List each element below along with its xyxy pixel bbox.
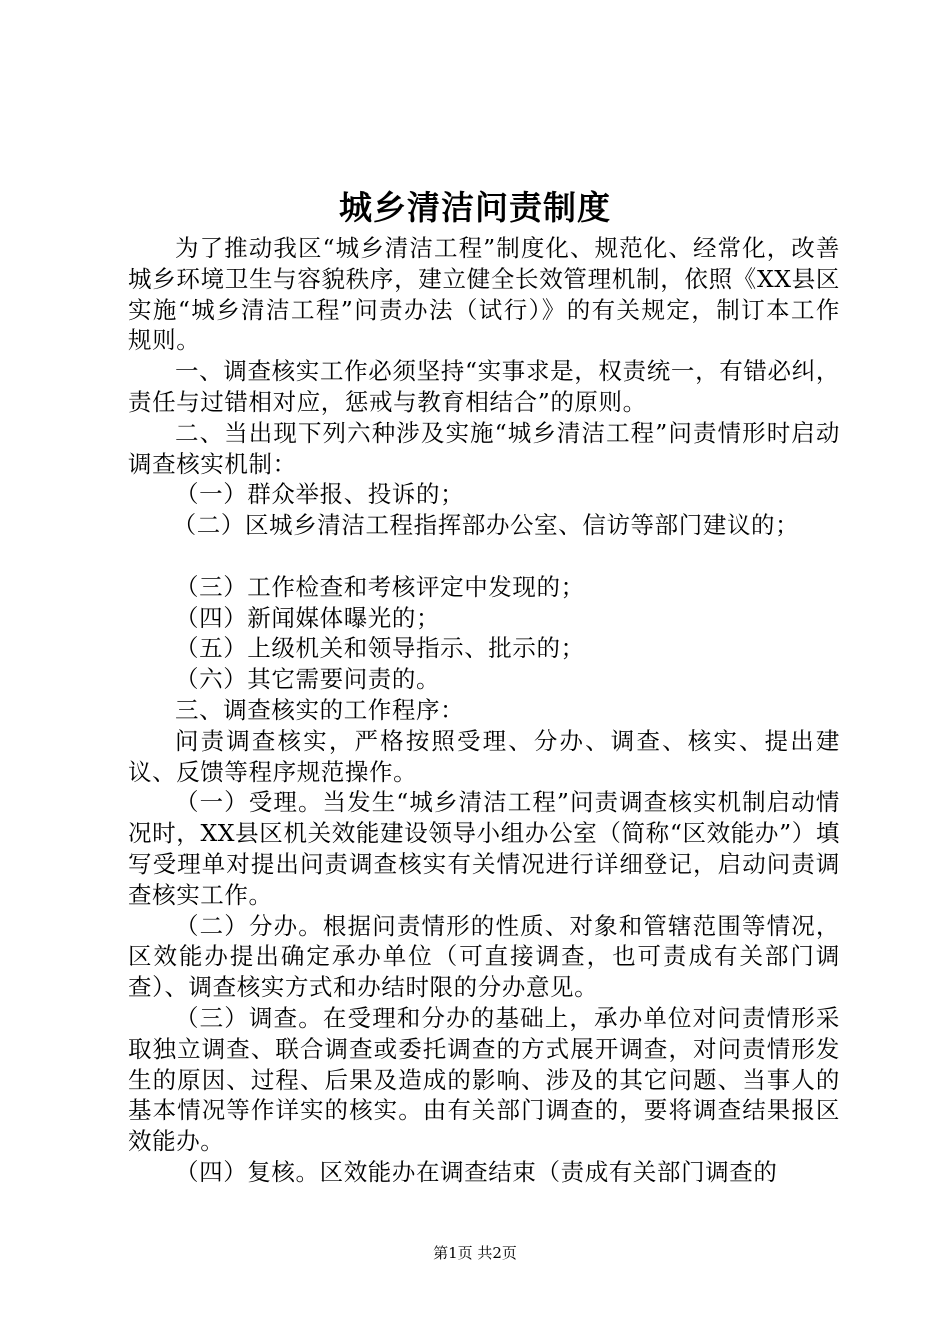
list-item-condition-6: （六）其它需要问责的。 <box>175 665 441 694</box>
paragraph-step-review: （四）复核。区效能办在调查结束（责成有关部门调查的 <box>175 1157 778 1186</box>
list-item-condition-5: （五）上级机关和领导指示、批示的； <box>175 634 585 663</box>
paragraph-principle: 一、调查核实工作必须坚持“实事求是，权责统一，有错必纠，责任与过错相对应，惩戒与教育相结合”的原则。 <box>128 357 840 416</box>
list-item-condition-2: （二）区城乡清洁工程指挥部办公室、信访等部门建议的； <box>172 511 800 540</box>
paragraph-step-assign: （二）分办。根据问责情形的性质、对象和管辖范围等情况，区效能办提出确定承办单位（可直接调查，也可责成有关部门调查）、调查核实方式和办结时限的分办意见。 <box>128 911 840 1002</box>
paragraph-intro: 为了推动我区“城乡清洁工程”制度化、规范化、经常化，改善城乡环境卫生与容貌秩序，建立健全长效管理机制，依照《XX县区实施“城乡清洁工程”问责办法（试行）》的有关规定，制订本工作规则。 <box>128 234 840 355</box>
paragraph-step-investigate: （三）调查。在受理和分办的基础上，承办单位对问责情形采取独立调查、联合调查或委托调查的方式展开调查，对问责情形发生的原因、过程、后果及造成的影响、涉及的其它问题、当事人的基本情况等作详实的核实。由有关部门调查的，要将调查结果报区效能办。 <box>128 1003 840 1156</box>
document-title: 城乡清洁问责制度 <box>339 188 611 227</box>
section-heading-procedure: 三、调查核实的工作程序： <box>175 695 465 724</box>
list-item-condition-4: （四）新闻媒体曝光的； <box>175 603 441 632</box>
list-item-condition-1: （一）群众举报、投诉的； <box>175 480 465 509</box>
paragraph-trigger-conditions: 二、当出现下列六种涉及实施“城乡清洁工程”问责情形时启动调查核实机制： <box>128 418 840 478</box>
page-number-footer: 第1页 共2页 <box>433 1244 517 1262</box>
list-item-condition-3: （三）工作检查和考核评定中发现的； <box>175 572 585 601</box>
document-body <box>128 233 840 1188</box>
paragraph-step-accept: （一）受理。当发生“城乡清洁工程”问责调查核实机制启动情况时，XX县区机关效能建设领导小组办公室（简称“区效能办”）填写受理单对提出问责调查核实有关情况进行详细登记，启动问责调查核实工作。 <box>128 788 840 909</box>
paragraph-procedure-overview: 问责调查核实，严格按照受理、分办、调查、核实、提出建议、反馈等程序规范操作。 <box>128 726 840 786</box>
